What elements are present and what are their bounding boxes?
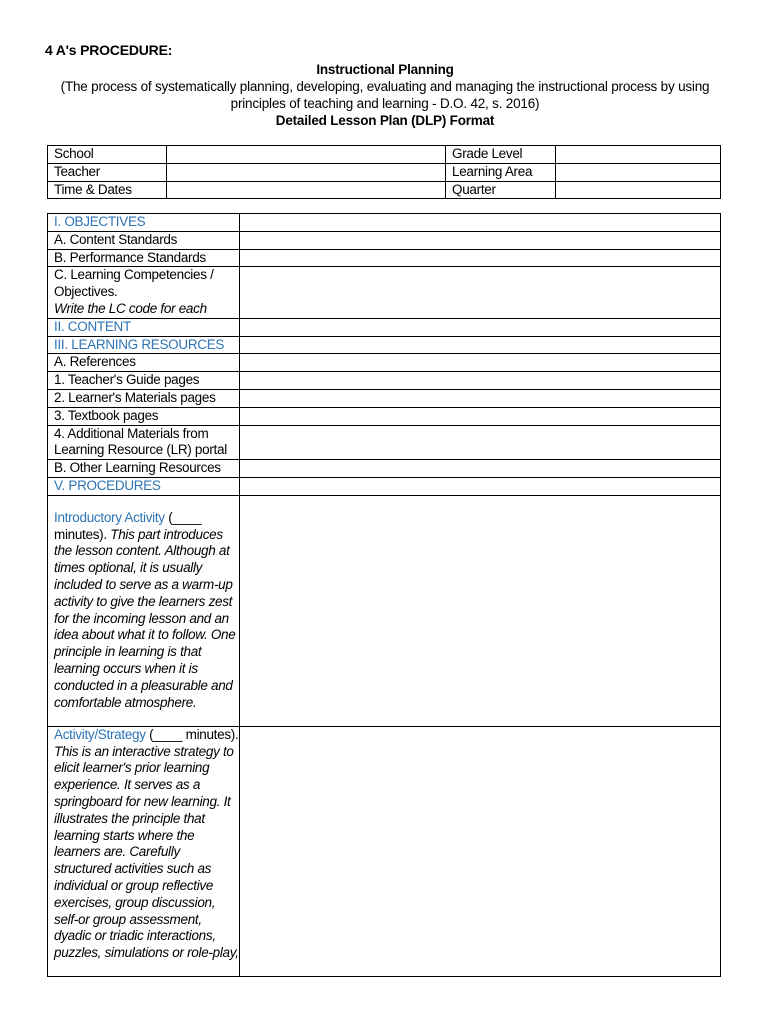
table-row xyxy=(48,726,721,976)
table-row xyxy=(48,495,721,726)
learning-competencies-value[interactable] xyxy=(240,267,721,318)
quarter-value[interactable] xyxy=(556,181,721,199)
plan-description: (The process of systematically planning, developing, evaluating and managing the instructional process by using principles of teaching and learning - D.O. 42, s. 2016) xyxy=(60,79,710,111)
learning-competencies-cell xyxy=(48,267,240,318)
table-row xyxy=(48,231,721,249)
activity-strategy-value[interactable] xyxy=(240,726,721,976)
table-row xyxy=(48,425,721,460)
additional-materials-value[interactable] xyxy=(240,425,721,460)
table-row xyxy=(48,372,721,390)
time-dates-value[interactable] xyxy=(167,181,446,199)
textbook-pages-label: 3. Textbook pages xyxy=(48,407,240,425)
plan-title: Instructional Planning xyxy=(316,62,454,77)
quarter-label: Quarter xyxy=(446,181,556,199)
table-row xyxy=(48,249,721,267)
content-value[interactable] xyxy=(240,318,721,336)
school-label: School xyxy=(48,146,167,164)
introductory-activity-cell xyxy=(48,495,240,726)
learning-resources-heading: III. LEARNING RESOURCES xyxy=(48,336,240,354)
introductory-activity-blank: (____ minutes). xyxy=(54,509,202,542)
table-row xyxy=(48,477,721,495)
table-row xyxy=(48,181,721,199)
objectives-heading: I. OBJECTIVES xyxy=(48,214,240,232)
content-heading: II. CONTENT xyxy=(48,318,240,336)
procedures-heading: V. PROCEDURES xyxy=(48,477,240,495)
learning-area-label: Learning Area xyxy=(446,163,556,181)
performance-standards-value[interactable] xyxy=(240,249,721,267)
introductory-activity-label: Introductory Activity xyxy=(54,509,165,525)
activity-strategy-cell xyxy=(48,726,240,976)
table-row xyxy=(48,336,721,354)
learning-area-value[interactable] xyxy=(556,163,721,181)
teacher-label: Teacher xyxy=(48,163,167,181)
learners-materials-label: 2. Learner's Materials pages xyxy=(48,389,240,407)
objectives-value[interactable] xyxy=(240,214,721,232)
lc-code-note: Write the LC code for each xyxy=(54,300,207,316)
table-row xyxy=(48,407,721,425)
procedures-value[interactable] xyxy=(240,477,721,495)
performance-standards-label: B. Performance Standards xyxy=(48,249,240,267)
introductory-activity-value[interactable] xyxy=(240,495,721,726)
activity-strategy-description: This is an interactive strategy to elicit learner's prior learning experience. It serves as a springboard for new learning. It illustrates the principle that learning starts where the learners are. Carefully structured activities such as individual or group reflective exercises, group discussion, self-or group assessment, dyadic or triadic interactions, puzzles, simulations or role-play, xyxy=(54,743,239,961)
activity-strategy-blank: (____ minutes). xyxy=(145,726,239,742)
content-standards-label: A. Content Standards xyxy=(48,231,240,249)
table-row xyxy=(48,214,721,232)
learning-resources-value[interactable] xyxy=(240,336,721,354)
introductory-activity-description: This part introduces the lesson content. Although at times optional, it is usually included to serve as a warm-up activity to give the learners zest for the incoming lesson and an idea about what it to follow. One principle in learning is that learning occurs when it is conducted in a pleasurable and comfortable atmosphere. xyxy=(54,526,236,710)
table-row xyxy=(48,318,721,336)
teachers-guide-value[interactable] xyxy=(240,372,721,390)
other-resources-label: B. Other Learning Resources xyxy=(48,460,240,478)
learners-materials-value[interactable] xyxy=(240,389,721,407)
table-row xyxy=(48,354,721,372)
references-label: A. References xyxy=(48,354,240,372)
table-row xyxy=(48,267,721,318)
table-row xyxy=(48,389,721,407)
grade-level-label: Grade Level xyxy=(446,146,556,164)
table-row xyxy=(48,146,721,164)
teacher-value[interactable] xyxy=(167,163,446,181)
info-table xyxy=(47,145,721,199)
learning-competencies-label: C. Learning Competencies / Objectives. xyxy=(54,267,214,300)
other-resources-value[interactable] xyxy=(240,460,721,478)
table-row xyxy=(48,460,721,478)
textbook-pages-value[interactable] xyxy=(240,407,721,425)
dlp-table xyxy=(47,213,721,977)
time-dates-label: Time & Dates xyxy=(48,181,167,199)
school-value[interactable] xyxy=(167,146,446,164)
grade-level-value[interactable] xyxy=(556,146,721,164)
content-standards-value[interactable] xyxy=(240,231,721,249)
teachers-guide-label: 1. Teacher's Guide pages xyxy=(48,372,240,390)
references-value[interactable] xyxy=(240,354,721,372)
additional-materials-label: 4. Additional Materials from Learning Resource (LR) portal xyxy=(48,425,240,460)
document-heading: 4 A's PROCEDURE: xyxy=(45,42,173,58)
activity-strategy-label: Activity/Strategy xyxy=(54,726,146,742)
format-title: Detailed Lesson Plan (DLP) Format xyxy=(275,113,495,128)
table-row xyxy=(48,163,721,181)
